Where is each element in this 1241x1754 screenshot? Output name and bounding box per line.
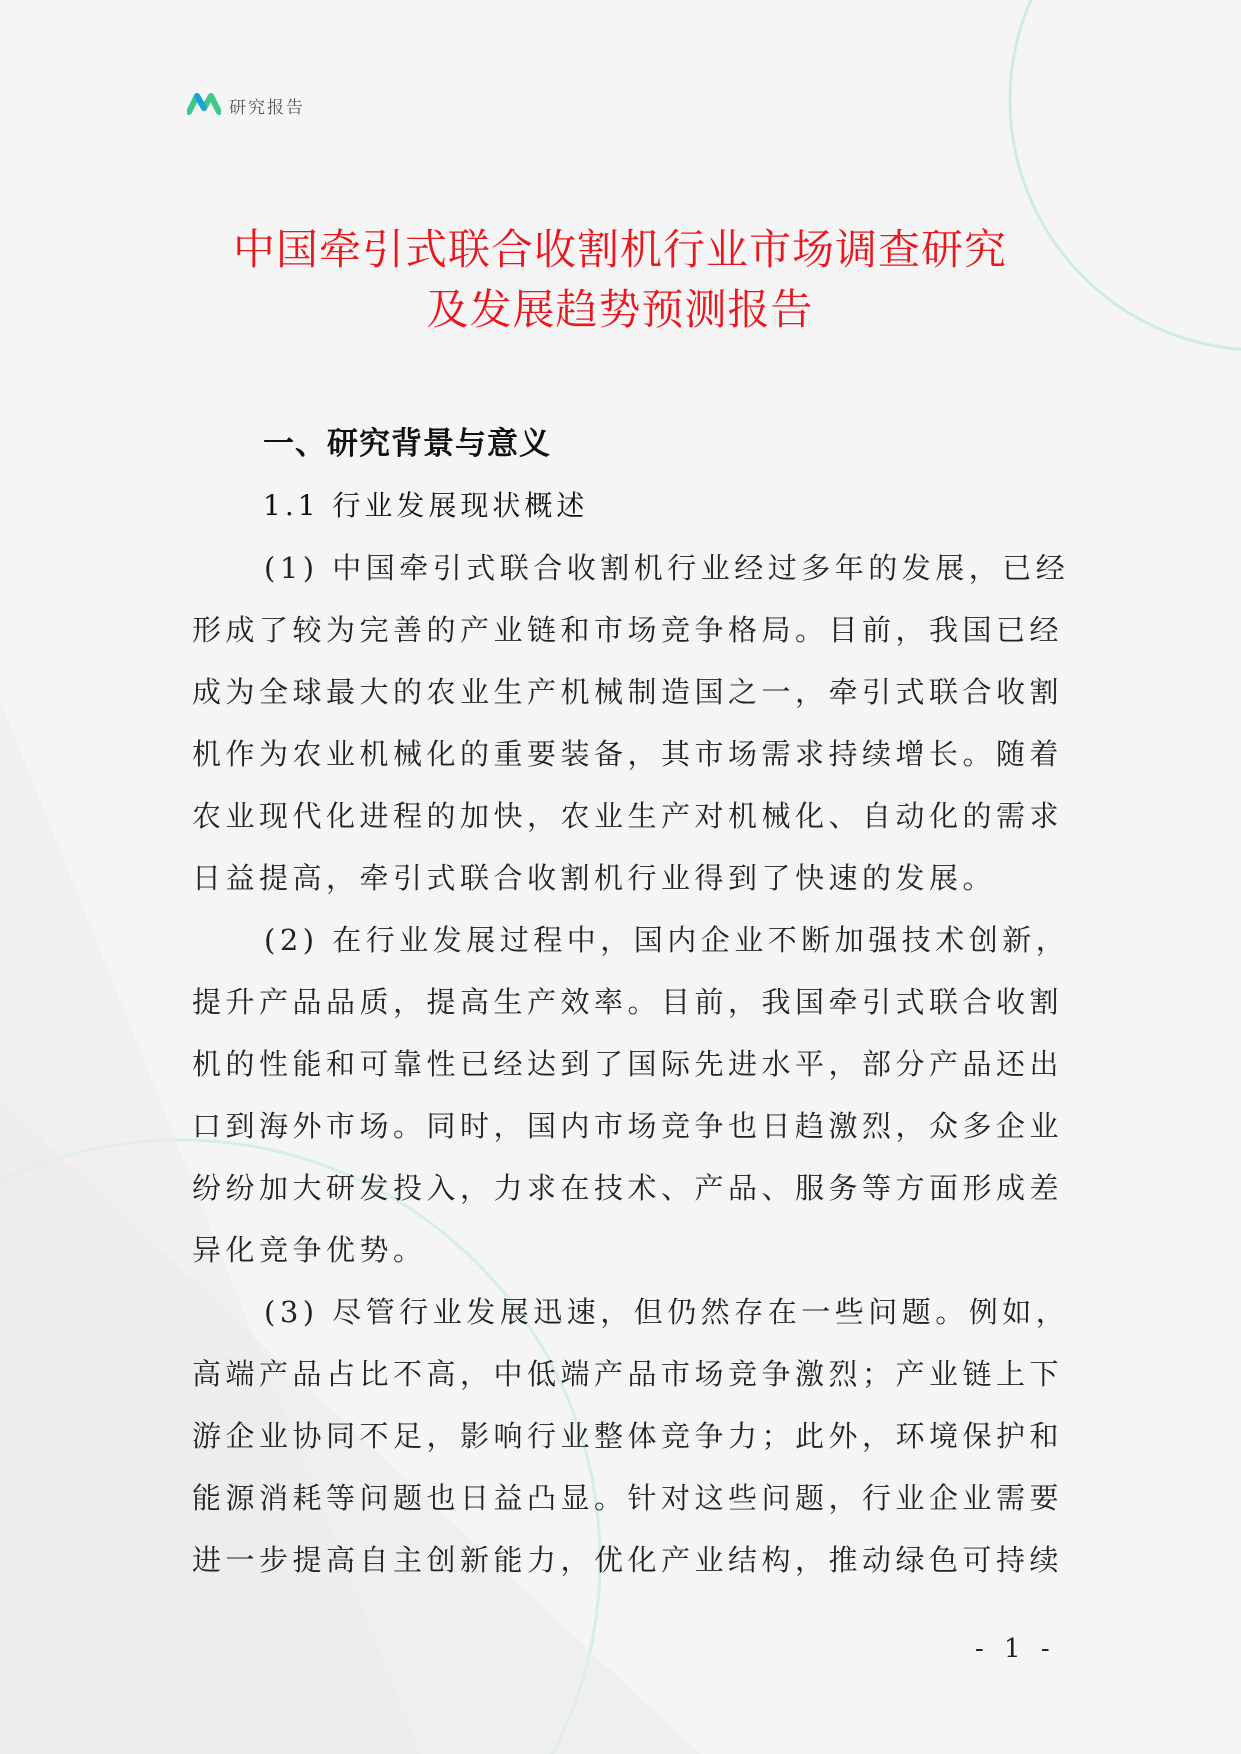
report-title xyxy=(150,220,1090,340)
text-line: 高端产品占比不高，中低端产品市场竞争激烈；产业链上下 xyxy=(192,1357,1064,1391)
paragraph-2 xyxy=(192,909,1070,1281)
text-line: 提升产品品质，提高生产效率。目前，我国牵引式联合收割 xyxy=(192,985,1064,1019)
paragraph-1 xyxy=(192,537,1070,909)
text-line: 机作为农业机械化的重要装备，其市场需求持续增长。随着 xyxy=(192,737,1064,771)
text-line: (1) 中国牵引式联合收割机行业经过多年的发展，已经 xyxy=(264,551,1070,585)
section-heading: 一、研究背景与意义 xyxy=(263,426,551,462)
text-line: 日益提高，牵引式联合收割机行业得到了快速的发展。 xyxy=(192,861,997,895)
text-line: 口到海外市场。同时，国内市场竞争也日趋激烈，众多企业 xyxy=(192,1109,1064,1143)
text-line: 农业现代化进程的加快，农业生产对机械化、自动化的需求 xyxy=(192,799,1064,833)
paragraph-3 xyxy=(192,1281,1070,1591)
text-line: (2) 在行业发展过程中，国内企业不断加强技术创新， xyxy=(264,923,1070,957)
text-line: 形成了较为完善的产业链和市场竞争格局。目前，我国已经 xyxy=(192,613,1064,647)
text-line: 异化竞争优势。 xyxy=(192,1233,427,1267)
text-line: 纷纷加大研发投入，力求在技术、产品、服务等方面形成差 xyxy=(192,1171,1064,1205)
report-header xyxy=(187,90,305,120)
text-line: 进一步提高自主创新能力，优化产业结构，推动绿色可持续 xyxy=(192,1543,1064,1577)
page-number: - 1 - xyxy=(975,1634,1056,1664)
text-line: (3) 尽管行业发展迅速，但仍然存在一些问题。例如， xyxy=(264,1295,1070,1329)
text-line: 成为全球最大的农业生产机械制造国之一，牵引式联合收割 xyxy=(192,675,1064,709)
header-label: 研究报告 xyxy=(229,97,305,118)
text-line: 机的性能和可靠性已经达到了国际先进水平，部分产品还出 xyxy=(192,1047,1064,1081)
title-line-1: 中国牵引式联合收割机行业市场调查研究 xyxy=(232,225,1007,274)
text-line: 游企业协同不足，影响行业整体竞争力；此外，环境保护和 xyxy=(192,1419,1064,1453)
text-line: 能源消耗等问题也日益凸显。针对这些问题，行业企业需要 xyxy=(192,1481,1064,1515)
section-subheading: 1.1 行业发展现状概述 xyxy=(263,489,589,522)
brand-logo-icon xyxy=(187,90,221,120)
title-line-2: 及发展趋势预测报告 xyxy=(426,285,814,334)
body-text xyxy=(192,537,1070,1591)
